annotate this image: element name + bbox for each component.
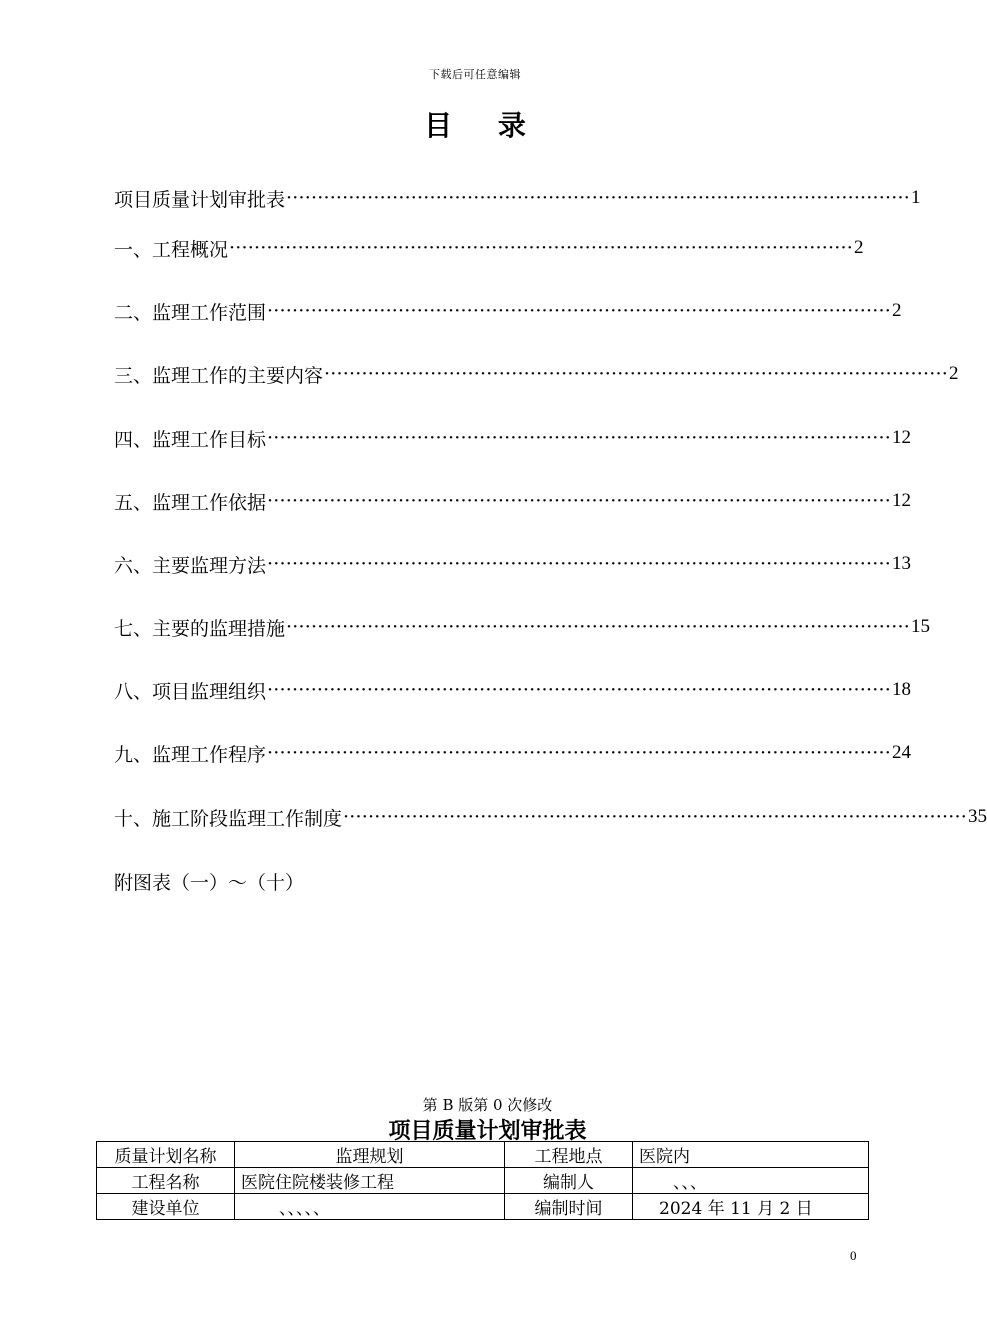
toc-appendix: 附图表（一）～（十） [114,872,305,894]
toc-entry-label: 项目质量计划审批表 [114,188,286,211]
toc-leader-dots: ···································································································· [324,362,948,385]
toc-entry-label: 一、工程概况 [114,238,229,261]
toc-leader-dots: ···································································································· [286,615,910,638]
toc-leader-dots: ···································································································· [267,299,891,322]
table-cell: 编制人 [505,1168,633,1194]
toc-entry[interactable] [114,799,987,835]
toc-entry-page: 12 [891,427,911,448]
toc-entry[interactable] [114,420,911,456]
revision-note: 第 B 版第 0 次修改 [422,1096,553,1114]
table-cell: 医院住院楼装修工程 [235,1168,505,1194]
toc-entry[interactable] [114,546,911,582]
toc-entry-label: 二、监理工作范围 [114,301,267,324]
table-cell: 质量计划名称 [97,1142,235,1168]
toc-entry-label: 五、监理工作依据 [114,491,267,514]
toc-entry-page: 2 [891,300,902,321]
page-number: 0 [850,1248,857,1263]
approval-form-title: 项目质量计划审批表 [388,1119,587,1144]
toc-entry[interactable] [114,735,911,771]
toc-entry-page: 15 [910,616,930,637]
toc-leader-dots: ···································································································· [267,678,891,701]
table-row [97,1168,869,1194]
table-cell: 医院内 [633,1142,869,1168]
toc-entry[interactable] [114,180,921,216]
toc-entry-label: 八、项目监理组织 [114,680,267,703]
toc-entry-page: 24 [891,742,911,763]
toc-leader-dots: ···································································································· [343,805,967,828]
toc-entry-page: 2 [853,237,864,258]
toc-entry-label: 十、施工阶段监理工作制度 [114,807,343,830]
toc-entry[interactable] [114,230,864,266]
toc-entry-label: 九、监理工作程序 [114,743,267,766]
table-row [97,1194,869,1220]
toc-entry[interactable] [114,293,902,329]
table-cell: 监理规划 [235,1142,505,1168]
toc-leader-dots: ···································································································· [267,741,891,764]
table-row [97,1142,869,1168]
toc-entry-label: 七、主要的监理措施 [114,617,286,640]
toc-leader-dots: ···································································································· [267,552,891,575]
toc-leader-dots: ···································································································· [286,186,910,209]
table-cell: 建设单位 [97,1194,235,1220]
toc-entry-label: 六、主要监理方法 [114,554,267,577]
toc-entry-page: 2 [948,363,959,384]
table-cell: 编制时间 [505,1194,633,1220]
toc-entry-label: 三、监理工作的主要内容 [114,364,324,387]
header-note: 下载后可任意编辑 [429,68,521,81]
toc-entry-page: 12 [891,490,911,511]
toc-leader-dots: ···································································································· [267,489,891,512]
toc-entry[interactable] [114,483,911,519]
table-cell: 、、、、、 [235,1194,505,1220]
toc-entry-page: 1 [910,187,921,208]
approval-form-table [96,1141,869,1220]
table-cell: 、、、 [633,1168,869,1194]
toc-entry-page: 35 [967,806,987,827]
toc-entry-page: 18 [891,679,911,700]
table-cell: 工程名称 [97,1168,235,1194]
toc-entry[interactable] [114,672,911,708]
toc-leader-dots: ···································································································· [229,236,853,259]
toc-entry[interactable] [114,609,930,645]
toc-entry[interactable] [114,356,959,392]
toc-title: 目 录 [424,109,544,142]
table-cell: 2024 年 11 月 2 日 [633,1194,869,1220]
toc-leader-dots: ···································································································· [267,426,891,449]
toc-entry-page: 13 [891,553,911,574]
toc-entry-label: 四、监理工作目标 [114,428,267,451]
table-cell: 工程地点 [505,1142,633,1168]
